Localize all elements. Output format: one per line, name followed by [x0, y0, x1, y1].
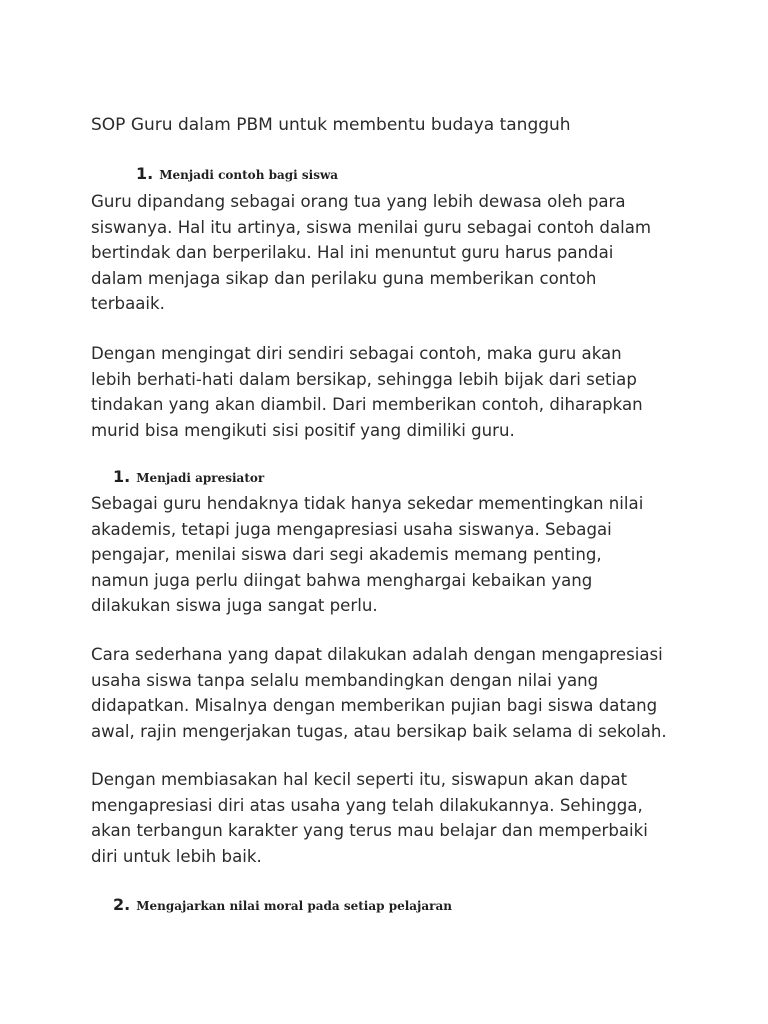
- document-title: SOP Guru dalam PBM untuk membentu budaya tangguh: [91, 115, 571, 135]
- text-line: pengajar, menilai siswa dari segi akademis memang penting,: [91, 545, 602, 564]
- text-line: didapatkan. Misalnya dengan memberikan pujian bagi siswa datang: [91, 696, 658, 715]
- text-line: dilakukan siswa juga sangat perlu.: [91, 596, 378, 615]
- text-line: Sebagai guru hendaknya tidak hanya sekedar mementingkan nilai: [91, 494, 644, 513]
- text-line: awal, rajin mengerjakan tugas, atau bersikap baik selama di sekolah.: [91, 721, 667, 741]
- text-line: diri untuk lebih baik.: [91, 846, 262, 866]
- text-line: akan terbangun karakter yang terus mau belajar dan memperbaiki: [91, 821, 648, 840]
- text-line: usaha siswa tanpa selalu membandingkan dengan nilai yang: [91, 670, 599, 690]
- text-line: Cara sederhana yang dapat dilakukan adalah dengan mengapresiasi: [91, 645, 663, 664]
- text-line: Guru dipandang sebagai orang tua yang lebih dewasa oleh para: [91, 192, 626, 211]
- text-line: akademis, tetapi juga mengapresiasi usaha siswanya. Sebagai: [91, 519, 612, 539]
- text-line: tindakan yang akan diambil. Dari memberikan contoh, diharapkan: [91, 395, 643, 414]
- section-heading-1: [136, 164, 338, 184]
- paragraph: [91, 491, 701, 619]
- section-number: 1.: [136, 164, 154, 183]
- section-heading-2: [113, 467, 264, 487]
- section-title: Mengajarkan nilai moral pada setiap pelajaran: [136, 899, 452, 913]
- text-line: mengapresiasi diri atas usaha yang telah dilakukannya. Sehingga,: [91, 795, 643, 815]
- text-line: Dengan membiasakan hal kecil seperti itu, siswapun akan dapat: [91, 770, 628, 789]
- text-line: bertindak dan berperilaku. Hal ini menuntut guru harus pandai: [91, 243, 614, 262]
- paragraph: [91, 767, 701, 869]
- text-line: terbaaik.: [91, 294, 165, 313]
- text-line: Dengan mengingat diri sendiri sebagai contoh, maka guru akan: [91, 344, 622, 363]
- text-line: murid bisa mengikuti sisi positif yang dimiliki guru.: [91, 420, 515, 440]
- text-line: lebih berhati-hati dalam bersikap, sehingga lebih bijak dari setiap: [91, 369, 637, 389]
- section-title: Menjadi contoh bagi siswa: [159, 168, 339, 182]
- paragraph: [91, 642, 701, 744]
- paragraph: [91, 189, 701, 317]
- text-line: namun juga perlu diingat bahwa menghargai kebaikan yang: [91, 570, 593, 590]
- section-number: 2.: [113, 895, 131, 914]
- section-title: Menjadi apresiator: [136, 471, 265, 485]
- paragraph: [91, 341, 701, 443]
- section-number: 1.: [113, 467, 131, 486]
- text-line: dalam menjaga sikap dan perilaku guna memberikan contoh: [91, 268, 597, 288]
- text-line: siswanya. Hal itu artinya, siswa menilai guru sebagai contoh dalam: [91, 217, 652, 237]
- section-heading-3: [113, 895, 452, 915]
